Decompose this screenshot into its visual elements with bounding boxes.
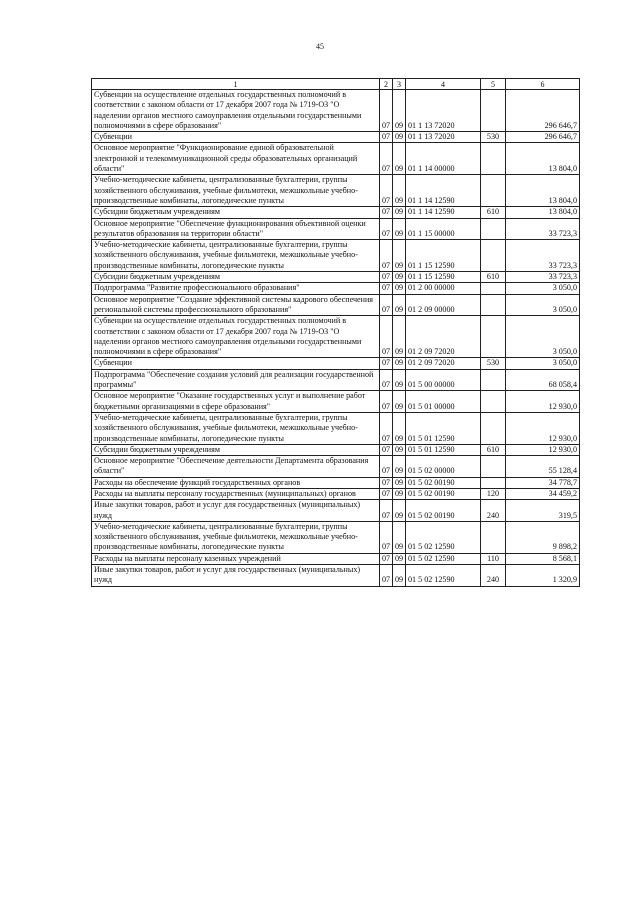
table-row	[92, 316, 580, 358]
subsection-code-cell: 09	[393, 218, 406, 240]
section-code-cell: 07	[380, 294, 393, 316]
section-code-cell: 07	[380, 283, 393, 294]
section-code-cell: 07	[380, 500, 393, 522]
amount-cell: 34 778,7	[506, 477, 580, 488]
expense-type-cell: 120	[481, 488, 506, 499]
table-row	[92, 358, 580, 369]
section-code-cell: 07	[380, 218, 393, 240]
row-name-cell: Основное мероприятие "Обеспечение деятельности Департамента образования области"	[92, 456, 380, 478]
subsection-code-cell: 09	[393, 283, 406, 294]
row-name-cell: Иные закупки товаров, работ и услуг для государственных (муниципальных) нужд	[92, 500, 380, 522]
amount-cell: 3 050,0	[506, 294, 580, 316]
subsection-code-cell: 09	[393, 294, 406, 316]
amount-cell: 3 050,0	[506, 358, 580, 369]
amount-cell: 319,5	[506, 500, 580, 522]
table-row	[92, 207, 580, 218]
amount-cell: 12 930,0	[506, 391, 580, 413]
target-article-cell: 01 1 15 00000	[406, 218, 481, 240]
expense-type-cell	[481, 218, 506, 240]
target-article-cell: 01 5 02 12590	[406, 565, 481, 587]
expense-type-cell	[481, 477, 506, 488]
table-row	[92, 456, 580, 478]
table-row	[92, 553, 580, 564]
table-row	[92, 218, 580, 240]
table-row	[92, 143, 580, 175]
row-name-cell: Расходы на выплаты персоналу государственных (муниципальных) органов	[92, 488, 380, 499]
header-cell: 5	[481, 79, 506, 90]
row-name-cell: Иные закупки товаров, работ и услуг для государственных (муниципальных) нужд	[92, 565, 380, 587]
section-code-cell: 07	[380, 272, 393, 283]
target-article-cell: 01 1 15 12590	[406, 240, 481, 272]
subsection-code-cell: 09	[393, 207, 406, 218]
amount-cell: 9 898,2	[506, 521, 580, 553]
amount-cell: 296 646,7	[506, 132, 580, 143]
section-code-cell: 07	[380, 565, 393, 587]
amount-cell: 33 723,3	[506, 218, 580, 240]
subsection-code-cell: 09	[393, 272, 406, 283]
subsection-code-cell: 09	[393, 175, 406, 207]
subsection-code-cell: 09	[393, 369, 406, 391]
table-row	[92, 369, 580, 391]
target-article-cell: 01 5 00 00000	[406, 369, 481, 391]
amount-cell: 13 804,0	[506, 143, 580, 175]
expense-type-cell: 610	[481, 272, 506, 283]
target-article-cell: 01 1 14 12590	[406, 175, 481, 207]
target-article-cell: 01 5 02 12590	[406, 553, 481, 564]
header-cell: 6	[506, 79, 580, 90]
row-name-cell: Субвенции на осуществление отдельных государственных полномочий в соответствии с законом области от 17 декабря 2007 года № 1719-ОЗ "О наделении органов местного самоуправления отдельными государственными полномочиями в сфере образования"	[92, 90, 380, 132]
expense-type-cell: 530	[481, 358, 506, 369]
subsection-code-cell: 09	[393, 500, 406, 522]
row-name-cell: Учебно-методические кабинеты, централизованные бухгалтерии, группы хозяйственного обслуживания, учебные фильмотеки, межшкольные учебно-производственные комбинаты, логопедические пункты	[92, 521, 380, 553]
amount-cell: 34 459,2	[506, 488, 580, 499]
expense-type-cell	[481, 240, 506, 272]
row-name-cell: Субвенции на осуществление отдельных государственных полномочий в соответствии с законом области от 17 декабря 2007 года № 1719-ОЗ "О наделении органов местного самоуправления отдельными государственными полномочиями в сфере образования"	[92, 316, 380, 358]
amount-cell: 68 058,4	[506, 369, 580, 391]
table-row	[92, 240, 580, 272]
target-article-cell: 01 2 09 00000	[406, 294, 481, 316]
budget-table	[91, 78, 580, 587]
expense-type-cell	[481, 175, 506, 207]
section-code-cell: 07	[380, 358, 393, 369]
amount-cell: 33 723,3	[506, 272, 580, 283]
target-article-cell: 01 1 14 12590	[406, 207, 481, 218]
section-code-cell: 07	[380, 369, 393, 391]
expense-type-cell	[481, 456, 506, 478]
subsection-code-cell: 09	[393, 477, 406, 488]
section-code-cell: 07	[380, 132, 393, 143]
expense-type-cell	[481, 521, 506, 553]
expense-type-cell	[481, 369, 506, 391]
header-cell: 2	[380, 79, 393, 90]
row-name-cell: Основное мероприятие "Обеспечение функционирования объективной оценки результатов образования на территории области"	[92, 218, 380, 240]
amount-cell: 13 804,0	[506, 207, 580, 218]
subsection-code-cell: 09	[393, 444, 406, 455]
expense-type-cell	[481, 143, 506, 175]
expense-type-cell	[481, 90, 506, 132]
section-code-cell: 07	[380, 477, 393, 488]
table-row	[92, 444, 580, 455]
subsection-code-cell: 09	[393, 521, 406, 553]
expense-type-cell	[481, 316, 506, 358]
row-name-cell: Субсидии бюджетным учреждениям	[92, 207, 380, 218]
row-name-cell: Учебно-методические кабинеты, централизованные бухгалтерии, группы хозяйственного обслуживания, учебные фильмотеки, межшкольные учебно-производственные комбинаты, логопедические пункты	[92, 412, 380, 444]
target-article-cell: 01 5 02 00190	[406, 500, 481, 522]
section-code-cell: 07	[380, 143, 393, 175]
amount-cell: 55 128,4	[506, 456, 580, 478]
section-code-cell: 07	[380, 521, 393, 553]
page-number: 45	[316, 42, 324, 51]
section-code-cell: 07	[380, 391, 393, 413]
expense-type-cell: 610	[481, 207, 506, 218]
row-name-cell: Подпрограмма "Обеспечение создания условий для реализации государственной программы"	[92, 369, 380, 391]
expense-type-cell: 610	[481, 444, 506, 455]
header-cell: 1	[92, 79, 380, 90]
expense-type-cell	[481, 412, 506, 444]
header-row	[92, 79, 580, 90]
subsection-code-cell: 09	[393, 456, 406, 478]
amount-cell: 3 050,0	[506, 316, 580, 358]
target-article-cell: 01 1 14 00000	[406, 143, 481, 175]
amount-cell: 8 568,1	[506, 553, 580, 564]
section-code-cell: 07	[380, 456, 393, 478]
row-name-cell: Основное мероприятие "Функционирование единой образовательной электронной и телекоммуникационной среды образовательных организаций области"	[92, 143, 380, 175]
target-article-cell: 01 5 01 00000	[406, 391, 481, 413]
section-code-cell: 07	[380, 207, 393, 218]
subsection-code-cell: 09	[393, 412, 406, 444]
target-article-cell: 01 1 13 72020	[406, 90, 481, 132]
target-article-cell: 01 5 02 12590	[406, 521, 481, 553]
row-name-cell: Учебно-методические кабинеты, централизованные бухгалтерии, группы хозяйственного обслуживания, учебные фильмотеки, межшкольные учебно-производственные комбинаты, логопедические пункты	[92, 175, 380, 207]
table-row	[92, 391, 580, 413]
section-code-cell: 07	[380, 316, 393, 358]
row-name-cell: Подпрограмма "Развитие профессионального образования"	[92, 283, 380, 294]
table-row	[92, 412, 580, 444]
subsection-code-cell: 09	[393, 240, 406, 272]
amount-cell: 1 320,9	[506, 565, 580, 587]
subsection-code-cell: 09	[393, 90, 406, 132]
amount-cell: 3 050,0	[506, 283, 580, 294]
table-row	[92, 272, 580, 283]
section-code-cell: 07	[380, 488, 393, 499]
row-name-cell: Расходы на выплаты персоналу казенных учреждений	[92, 553, 380, 564]
table-row	[92, 294, 580, 316]
target-article-cell: 01 5 01 12590	[406, 444, 481, 455]
target-article-cell: 01 2 09 72020	[406, 358, 481, 369]
subsection-code-cell: 09	[393, 143, 406, 175]
expense-type-cell	[481, 391, 506, 413]
row-name-cell: Учебно-методические кабинеты, централизованные бухгалтерии, группы хозяйственного обслуживания, учебные фильмотеки, межшкольные учебно-производственные комбинаты, логопедические пункты	[92, 240, 380, 272]
subsection-code-cell: 09	[393, 316, 406, 358]
row-name-cell: Основное мероприятие "Создание эффективной системы кадрового обеспечения региональной системы профессионального образования"	[92, 294, 380, 316]
table-row	[92, 488, 580, 499]
table-row	[92, 565, 580, 587]
expense-type-cell	[481, 294, 506, 316]
row-name-cell: Субсидии бюджетным учреждениям	[92, 444, 380, 455]
table-row	[92, 477, 580, 488]
header-cell: 4	[406, 79, 481, 90]
section-code-cell: 07	[380, 444, 393, 455]
target-article-cell: 01 1 15 12590	[406, 272, 481, 283]
section-code-cell: 07	[380, 412, 393, 444]
section-code-cell: 07	[380, 240, 393, 272]
subsection-code-cell: 09	[393, 488, 406, 499]
section-code-cell: 07	[380, 90, 393, 132]
target-article-cell: 01 1 13 72020	[406, 132, 481, 143]
row-name-cell: Расходы на обеспечение функций государственных органов	[92, 477, 380, 488]
row-name-cell: Субвенции	[92, 132, 380, 143]
target-article-cell: 01 5 01 12590	[406, 412, 481, 444]
subsection-code-cell: 09	[393, 358, 406, 369]
target-article-cell: 01 5 02 00000	[406, 456, 481, 478]
table-row	[92, 175, 580, 207]
target-article-cell: 01 2 00 00000	[406, 283, 481, 294]
target-article-cell: 01 5 02 00190	[406, 477, 481, 488]
row-name-cell: Субвенции	[92, 358, 380, 369]
table-row	[92, 283, 580, 294]
amount-cell: 12 930,0	[506, 444, 580, 455]
row-name-cell: Основное мероприятие "Оказание государственных услуг и выполнение работ бюджетными организациями в сфере образования"	[92, 391, 380, 413]
expense-type-cell: 240	[481, 500, 506, 522]
table-row	[92, 521, 580, 553]
amount-cell: 33 723,3	[506, 240, 580, 272]
expense-type-cell: 110	[481, 553, 506, 564]
amount-cell: 296 646,7	[506, 90, 580, 132]
section-code-cell: 07	[380, 553, 393, 564]
subsection-code-cell: 09	[393, 132, 406, 143]
expense-type-cell: 530	[481, 132, 506, 143]
target-article-cell: 01 5 02 00190	[406, 488, 481, 499]
row-name-cell: Субсидии бюджетным учреждениям	[92, 272, 380, 283]
expense-type-cell	[481, 283, 506, 294]
target-article-cell: 01 2 09 72020	[406, 316, 481, 358]
subsection-code-cell: 09	[393, 553, 406, 564]
amount-cell: 12 930,0	[506, 412, 580, 444]
subsection-code-cell: 09	[393, 565, 406, 587]
table-row	[92, 90, 580, 132]
table-row	[92, 500, 580, 522]
expense-type-cell: 240	[481, 565, 506, 587]
section-code-cell: 07	[380, 175, 393, 207]
table-row	[92, 132, 580, 143]
header-cell: 3	[393, 79, 406, 90]
amount-cell: 13 804,0	[506, 175, 580, 207]
subsection-code-cell: 09	[393, 391, 406, 413]
